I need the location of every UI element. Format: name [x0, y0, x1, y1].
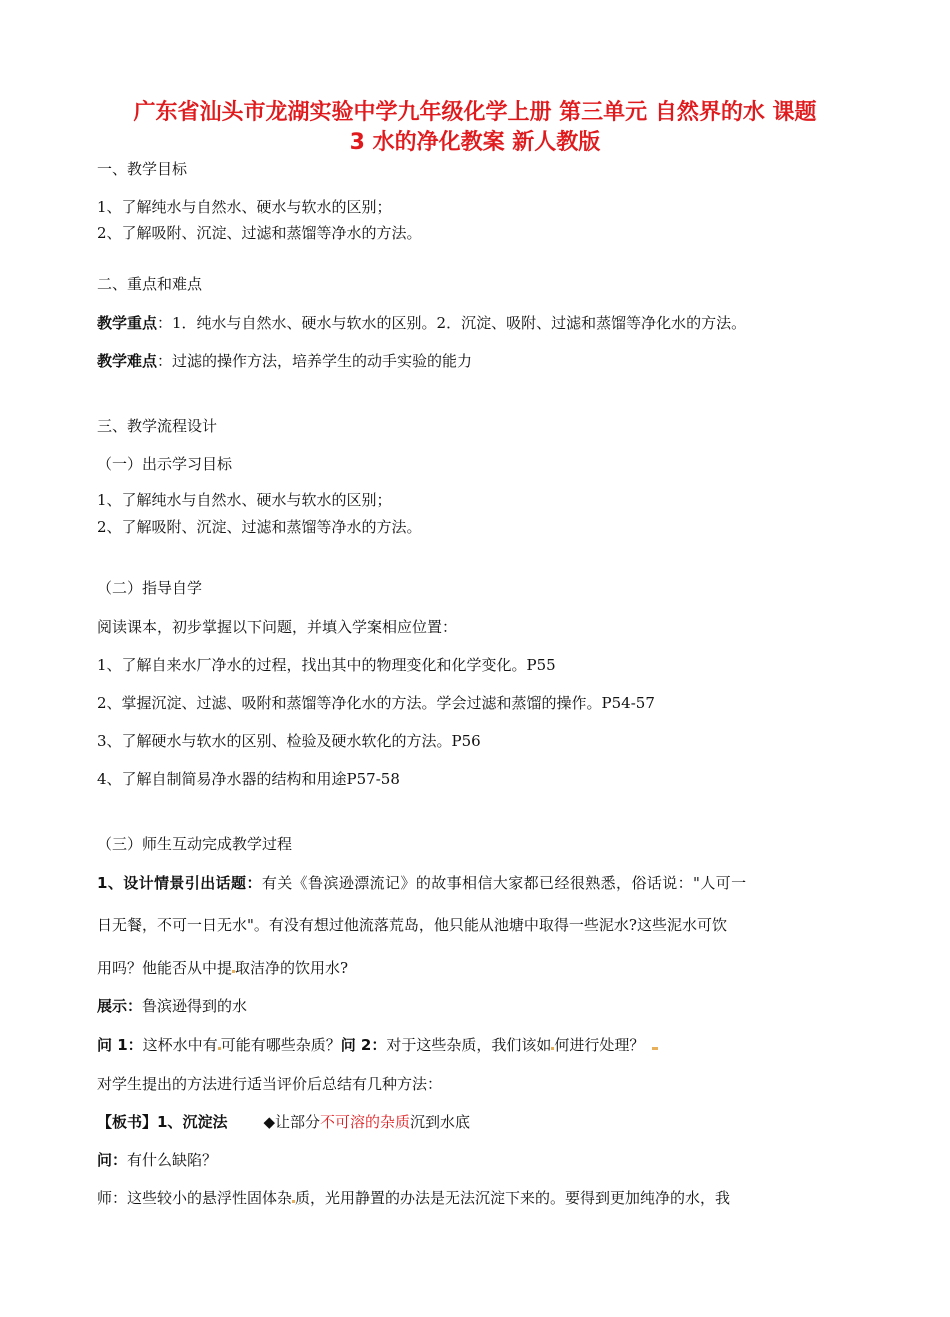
- story-text-3b: 取洁净的饮用水?: [235, 959, 349, 977]
- key-points-line: [97, 313, 746, 333]
- story-text-3a: 用吗？他能否从中提: [97, 959, 233, 977]
- board-highlight: 不可溶的杂质: [320, 1113, 411, 1131]
- section-1-item-2: 2、了解吸附、沉淀、过滤和蒸馏等净水的方法。: [97, 224, 422, 242]
- difficult-points-text: ：过滤的操作方法，培养学生的动手实验的能力: [157, 352, 473, 370]
- show-label: 展示：: [97, 997, 143, 1015]
- ask-text: 有什么缺陷？: [127, 1151, 218, 1169]
- question-2-text-b: 何进行处理？: [554, 1036, 645, 1054]
- part-2-intro: 阅读课本，初步掌握以下问题，并填入学案相应位置：: [97, 618, 458, 636]
- story-line-3: [97, 958, 348, 978]
- question-1-label: 问 1：: [97, 1036, 143, 1054]
- question-2-label: 问 2：: [340, 1036, 387, 1054]
- section-3-heading: 三、教学流程设计: [97, 417, 218, 435]
- section-1-heading: 一、教学目标: [97, 160, 188, 178]
- ask-line: [97, 1150, 217, 1170]
- part-3-heading: （三）师生互动完成教学过程: [97, 835, 293, 853]
- key-points-label: 教学重点: [97, 314, 158, 332]
- board-label: 【板书】1、沉淀法: [97, 1113, 228, 1131]
- part-2-item-3: 3、了解硬水与软水的区别、检验及硬水软化的方法。P56: [97, 732, 481, 750]
- board-pre: ◆让部分: [263, 1113, 320, 1131]
- part-1-item-1: 1、了解纯水与自然水、硬水与软水的区别；: [97, 491, 392, 509]
- question-line: [97, 1035, 658, 1055]
- story-label: 1、设计情景引出话题：: [97, 874, 262, 892]
- part-2-item-2: 2、掌握沉淀、过滤、吸附和蒸馏等净化水的方法。学会过滤和蒸馏的操作。P54-57: [97, 694, 655, 712]
- section-1-item-1: 1、了解纯水与自然水、硬水与软水的区别；: [97, 198, 392, 216]
- difficult-points-line: [97, 351, 472, 371]
- story-text-1: 有关《鲁滨逊漂流记》的故事相信大家都已经很熟悉，俗话说："人可一: [261, 874, 747, 892]
- teacher-text-b: 质，光用静置的办法是无法沉淀下来的。要得到更加纯净的水，我: [295, 1189, 731, 1207]
- board-post: 沉到水底: [410, 1113, 471, 1131]
- key-points-text: ：1．纯水与自然水、硬水与软水的区别。2．沉淀、吸附、过滤和蒸馏等净化水的方法。: [157, 314, 747, 332]
- difficult-points-label: 教学难点: [97, 352, 158, 370]
- question-2-text-a: 对于这些杂质，我们该如: [386, 1036, 552, 1054]
- story-line-1: [97, 873, 747, 893]
- show-text: 鲁滨逊得到的水: [142, 997, 248, 1015]
- board-line: [97, 1112, 470, 1132]
- teacher-text-a: 师：这些较小的悬浮性固体杂: [97, 1189, 293, 1207]
- part-1-item-2: 2、了解吸附、沉淀、过滤和蒸馏等净水的方法。: [97, 518, 422, 536]
- mark-dot: [652, 1047, 658, 1050]
- section-2-heading: 二、重点和难点: [97, 275, 203, 293]
- question-1-text-a: 这杯水中有: [142, 1036, 218, 1054]
- part-2-item-4: 4、了解自制简易净水器的结构和用途P57-58: [97, 770, 400, 788]
- part-1-heading: （一）出示学习目标: [97, 455, 233, 473]
- question-1-text-b: 可能有哪些杂质？: [220, 1036, 341, 1054]
- document-title-line-1: 广东省汕头市龙湖实验中学九年级化学上册 第三单元 自然界的水 课题: [133, 100, 817, 125]
- show-line: [97, 996, 247, 1016]
- ask-label: 问：: [97, 1151, 128, 1169]
- part-2-heading: （二）指导自学: [97, 579, 203, 597]
- teacher-line: [97, 1188, 730, 1208]
- summary-line: 对学生提出的方法进行适当评价后总结有几种方法：: [97, 1075, 443, 1093]
- part-2-item-1: 1、了解自来水厂净水的过程，找出其中的物理变化和化学变化。P55: [97, 656, 556, 674]
- story-line-2: 日无餐，不可一日无水"。有没有想过他流落荒岛，他只能从池塘中取得一些泥水?这些泥水可饮: [97, 916, 727, 934]
- document-title-line-2: 3 水的净化教案 新人教版: [349, 130, 601, 155]
